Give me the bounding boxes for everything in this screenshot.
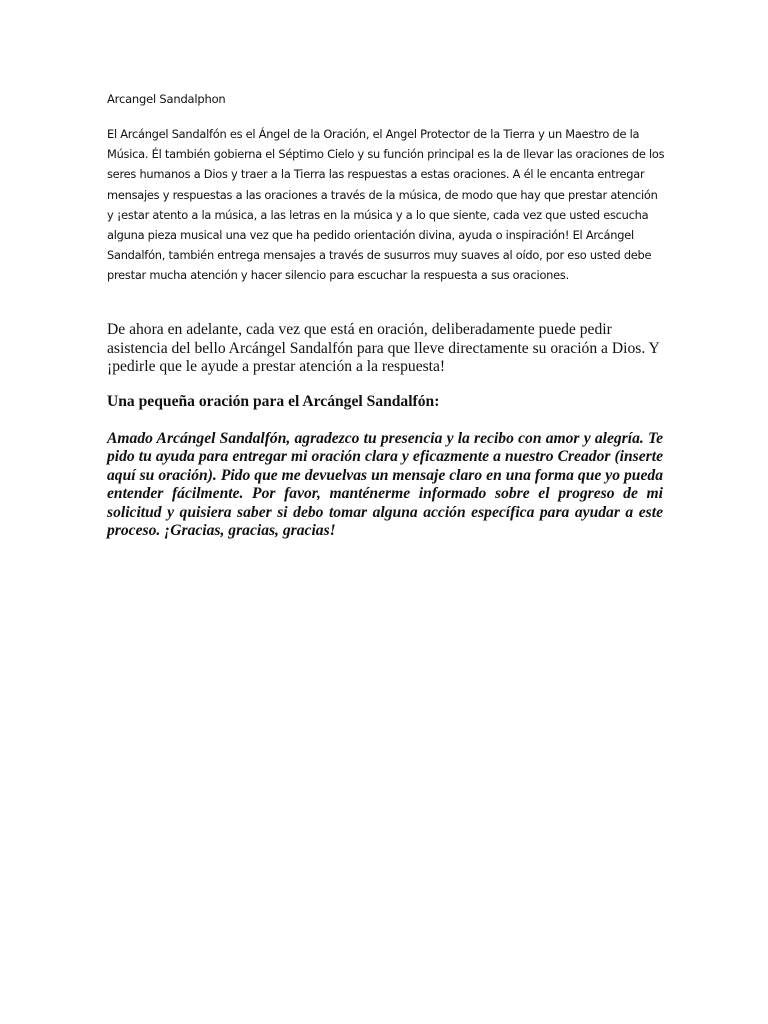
document-title: Arcangel Sandalphon [107, 92, 226, 106]
intro-paragraph: El Arcángel Sandalfón es el Ángel de la Oración, el Angel Protector de la Tierra y un Maestro de la Música. Él también gobierna el Séptimo Cielo y su función principal es la de llevar las oraciones de los seres humanos a Dios y traer a la Tierra las respuestas a estas oraciones. A él le encanta entregar mensajes y respuestas a las oraciones a través de la música, de modo que hay que prestar atención y ¡estar atento a la música, a las letras en la música y a lo que siente, cada vez que usted escucha alguna pieza musical una vez que ha pedido orientación divina, ayuda o inspiración! El Arcángel Sandalfón, también entrega mensajes a través de susurros muy suaves al oído, por eso usted debe prestar mucha atención y hacer silencio para escuchar la respuesta a sus oraciones. [107, 127, 665, 283]
prayer-heading: Una pequeña oración para el Arcángel Sandalfón: [107, 393, 440, 410]
guidance-paragraph: De ahora en adelante, cada vez que está en oración, deliberadamente puede pedir asistencia del bello Arcángel Sandalfón para que lleve directamente su oración a Dios. Y ¡pedirle que le ayude a prestar atención a la respuesta! [107, 321, 660, 376]
prayer-text: Amado Arcángel Sandalfón, agradezco tu presencia y la recibo con amor y alegría. Te pido tu ayuda para entregar mi oración clara y eficazmente a nuestro Creador (inserte aquí su oración). Pido que me devuelvas un mensaje claro en una forma que yo pueda entender fácilmente. Por favor, manténerme informado sobre el progreso de mi solicitud y quisiera saber si debo tomar alguna acción específica para ayudar a este proceso. ¡Gracias, gracias, gracias! [107, 430, 663, 540]
